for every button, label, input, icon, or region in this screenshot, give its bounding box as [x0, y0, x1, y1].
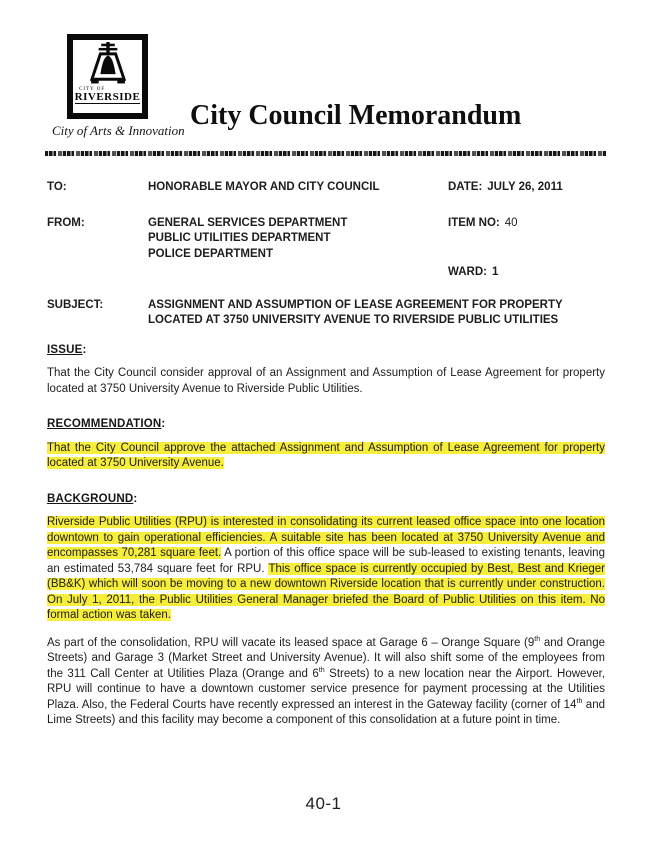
document-body	[47, 180, 605, 729]
item-no-value: 40	[504, 216, 518, 229]
ward-value: 1	[491, 266, 499, 278]
page-number: 40-1	[305, 794, 342, 813]
riverside-city-logo	[67, 34, 148, 119]
subject-label: SUBJECT:	[47, 298, 104, 311]
highlighted-text: That the City Council approve the attached Assignment and Assumption of Lease Agreement for property located at 3750 University Avenue.	[47, 441, 605, 469]
text-segment: Streets) to a new location near the Airport. However, RPU will continue to have a downtown customer service presence for payment processing at the Utilities Plaza. Also, the Federal Courts have recently expressed an interest in the Gateway facility (corner of 14	[47, 667, 605, 711]
memo-row-ward	[47, 265, 605, 281]
text-segment: A portion of this office space will be sub-leased to existing tenants, leaving an estimated 53,784 square feet for RPU.	[47, 547, 605, 575]
ward-label: WARD:	[448, 266, 487, 278]
item-no-label: ITEM NO:	[448, 216, 500, 229]
ward-field	[448, 265, 605, 281]
to-label: TO:	[47, 181, 67, 193]
memo-row-subject	[47, 298, 605, 329]
header-divider-rule	[45, 151, 606, 156]
to-value: HONORABLE MAYOR AND CITY COUNCIL	[148, 181, 380, 193]
section-heading-background: BACKGROUND:	[47, 492, 138, 505]
highlighted-text: Riverside Public Utilities (RPU) is interested in consolidating its current leased office space into one location downtown to gain operational efficiencies. A suitable site has been located at 3750 University Avenue and encompasses 70,281 square feet.	[47, 516, 605, 559]
from-value	[148, 216, 448, 263]
item-no-field	[448, 216, 605, 232]
text-segment: and Lime Streets) and this facility may become a component of this consolidation at a future point in time.	[47, 698, 605, 726]
subject-value: ASSIGNMENT AND ASSUMPTION OF LEASE AGREEMENT FOR PROPERTY LOCATED AT 3750 UNIVERSITY AVENUE TO RIVERSIDE PUBLIC UTILITIES	[148, 298, 563, 326]
issue-paragraph	[47, 366, 605, 397]
logo-riverside-text: RIVERSIDE	[74, 91, 141, 103]
text-segment: th	[576, 696, 583, 705]
section-heading-recommendation: RECOMMENDATION:	[47, 418, 166, 430]
background-paragraph-2	[47, 636, 605, 729]
text-segment: th	[318, 665, 325, 674]
date-field	[448, 180, 605, 196]
from-label: FROM:	[47, 216, 85, 229]
text-segment: As part of the consolidation, RPU will vacate its leased space at Garage 6 – Orange Square (9	[47, 636, 535, 649]
city-tagline: City of Arts & Innovation	[52, 123, 185, 138]
from-line-2: PUBLIC UTILITIES DEPARTMENT	[148, 232, 331, 244]
date-value: JULY 26, 2011	[487, 181, 563, 193]
date-label: DATE:	[448, 181, 483, 193]
document-title: City Council Memorandum	[190, 100, 522, 131]
from-line-3: POLICE DEPARTMENT	[148, 247, 274, 260]
memo-row-to	[47, 180, 605, 196]
raincross-bell-icon	[80, 42, 136, 86]
recommendation-paragraph	[47, 441, 605, 472]
text-segment: That the City Council consider approval of an Assignment and Assumption of Lease Agreement for property located at 3750 University Avenue to Riverside Public Utilities.	[47, 367, 605, 395]
text-segment: and Orange Streets) and Garage 3 (Market Street and University Avenue). It will also shift some of the employees from the 311 Call Center at Utilities Plaza (Orange and 6	[47, 636, 605, 680]
memo-row-from	[47, 216, 605, 263]
riverside-city-logo-inner	[73, 40, 142, 113]
from-line-1: GENERAL SERVICES DEPARTMENT	[148, 216, 348, 229]
section-heading-issue: ISSUE:	[47, 343, 87, 356]
highlighted-text: This office space is currently occupied by Best, Best and Krieger (BB&K) which will soon be moving to a new downtown Riverside location that is currently under construction. On July 1, 2011, the Public Utilities General Manager briefed the Board of Public Utilities on this item. No formal action was taken.	[47, 562, 605, 621]
background-paragraph-1	[47, 515, 605, 624]
text-segment: th	[534, 634, 541, 643]
logo-city-of-text: CITY OF	[79, 87, 106, 92]
